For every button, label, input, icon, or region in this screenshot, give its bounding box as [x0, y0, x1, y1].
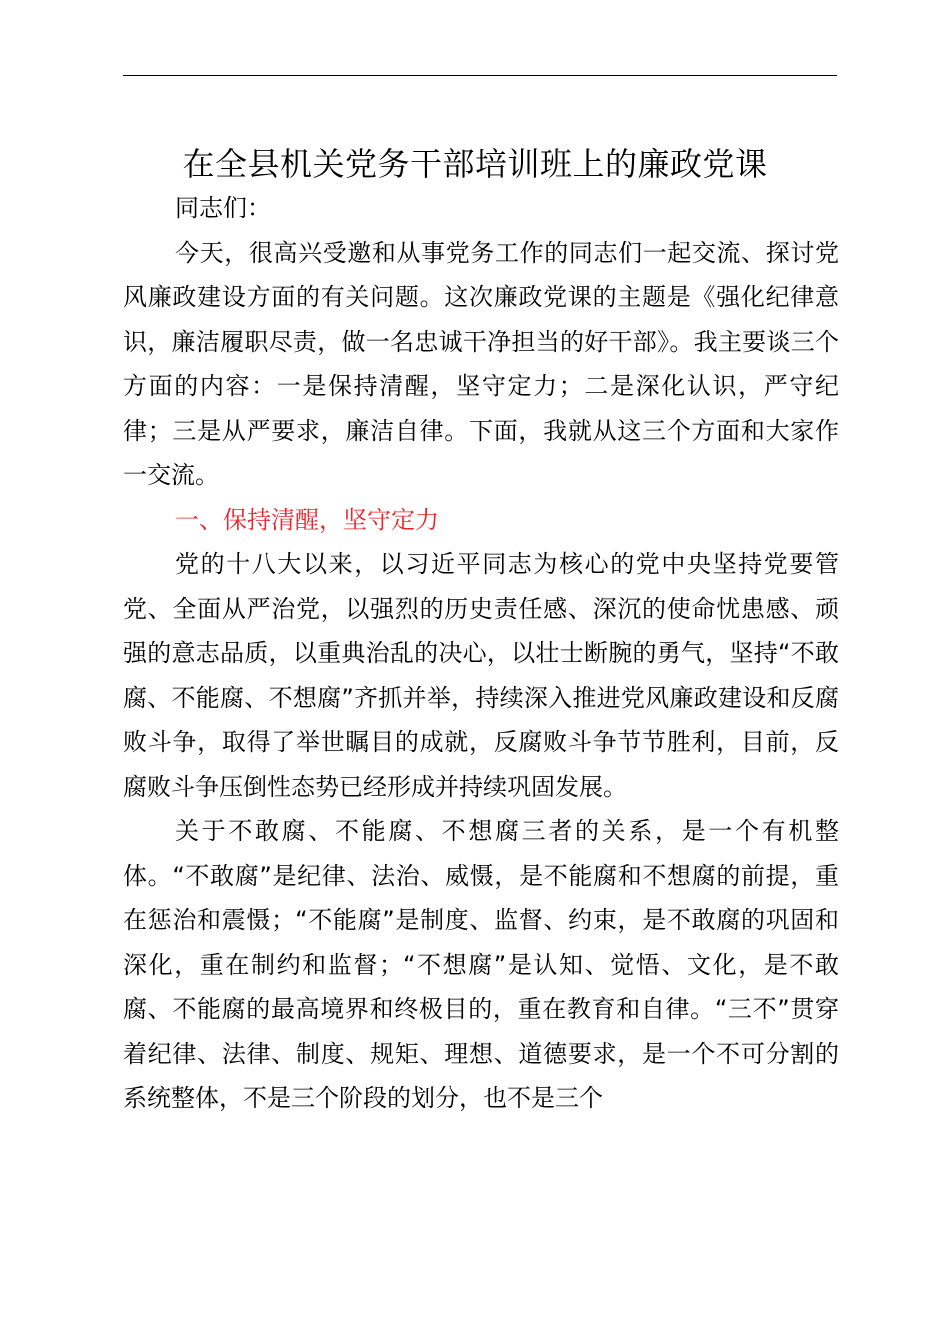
section-heading: 一、保持清醒，坚守定力 [175, 505, 439, 534]
header-divider [123, 75, 837, 76]
section-paragraph-2: 关于不敢腐、不能腐、不想腐三者的关系，是一个有机整体。“不敢腐”是纪律、法治、威慑，是不能腐和不想腐的前提，重在惩治和震慑；“不能腐”是制度、监督、约束，是不敢腐的巩固和深化，重在制约和监督；“不想腐”是认知、觉悟、文化，是不敢腐、不能腐的最高境界和终极目的，重在教育和自律。“三不”贯穿着纪律、法律、制度、规矩、理想、道德要求，是一个不可分割的系统整体，不是三个阶段的划分，也不是三个 [123, 817, 839, 1112]
intro-paragraph: 今天，很高兴受邀和从事党务工作的同志们一起交流、探讨党风廉政建设方面的有关问题。这次廉政党课的主题是《强化纪律意识，廉洁履职尽责，做一名忠诚干净担当的好干部》。我主要谈三个方面的内容：一是保持清醒，坚守定力；二是深化认识，严守纪律；三是从严要求，廉洁自律。下面，我就从这三个方面和大家作一交流。 [123, 238, 839, 489]
salutation: 同志们： [175, 194, 271, 222]
document-body [123, 186, 839, 1121]
document-title: 在全县机关党务干部培训班上的廉政党课 [182, 145, 768, 183]
section-paragraph-1: 党的十八大以来，以习近平同志为核心的党中央坚持党要管党、全面从严治党，以强烈的历史责任感、深沉的使命忧患感、顽强的意志品质，以重典治乱的决心，以壮士断腕的勇气，坚持“不敢腐、不能腐、不想腐”齐抓并举，持续深入推进党风廉政建设和反腐败斗争，取得了举世瞩目的成就，反腐败斗争节节胜利，目前，反腐败斗争压倒性态势已经形成并持续巩固发展。 [123, 550, 839, 801]
